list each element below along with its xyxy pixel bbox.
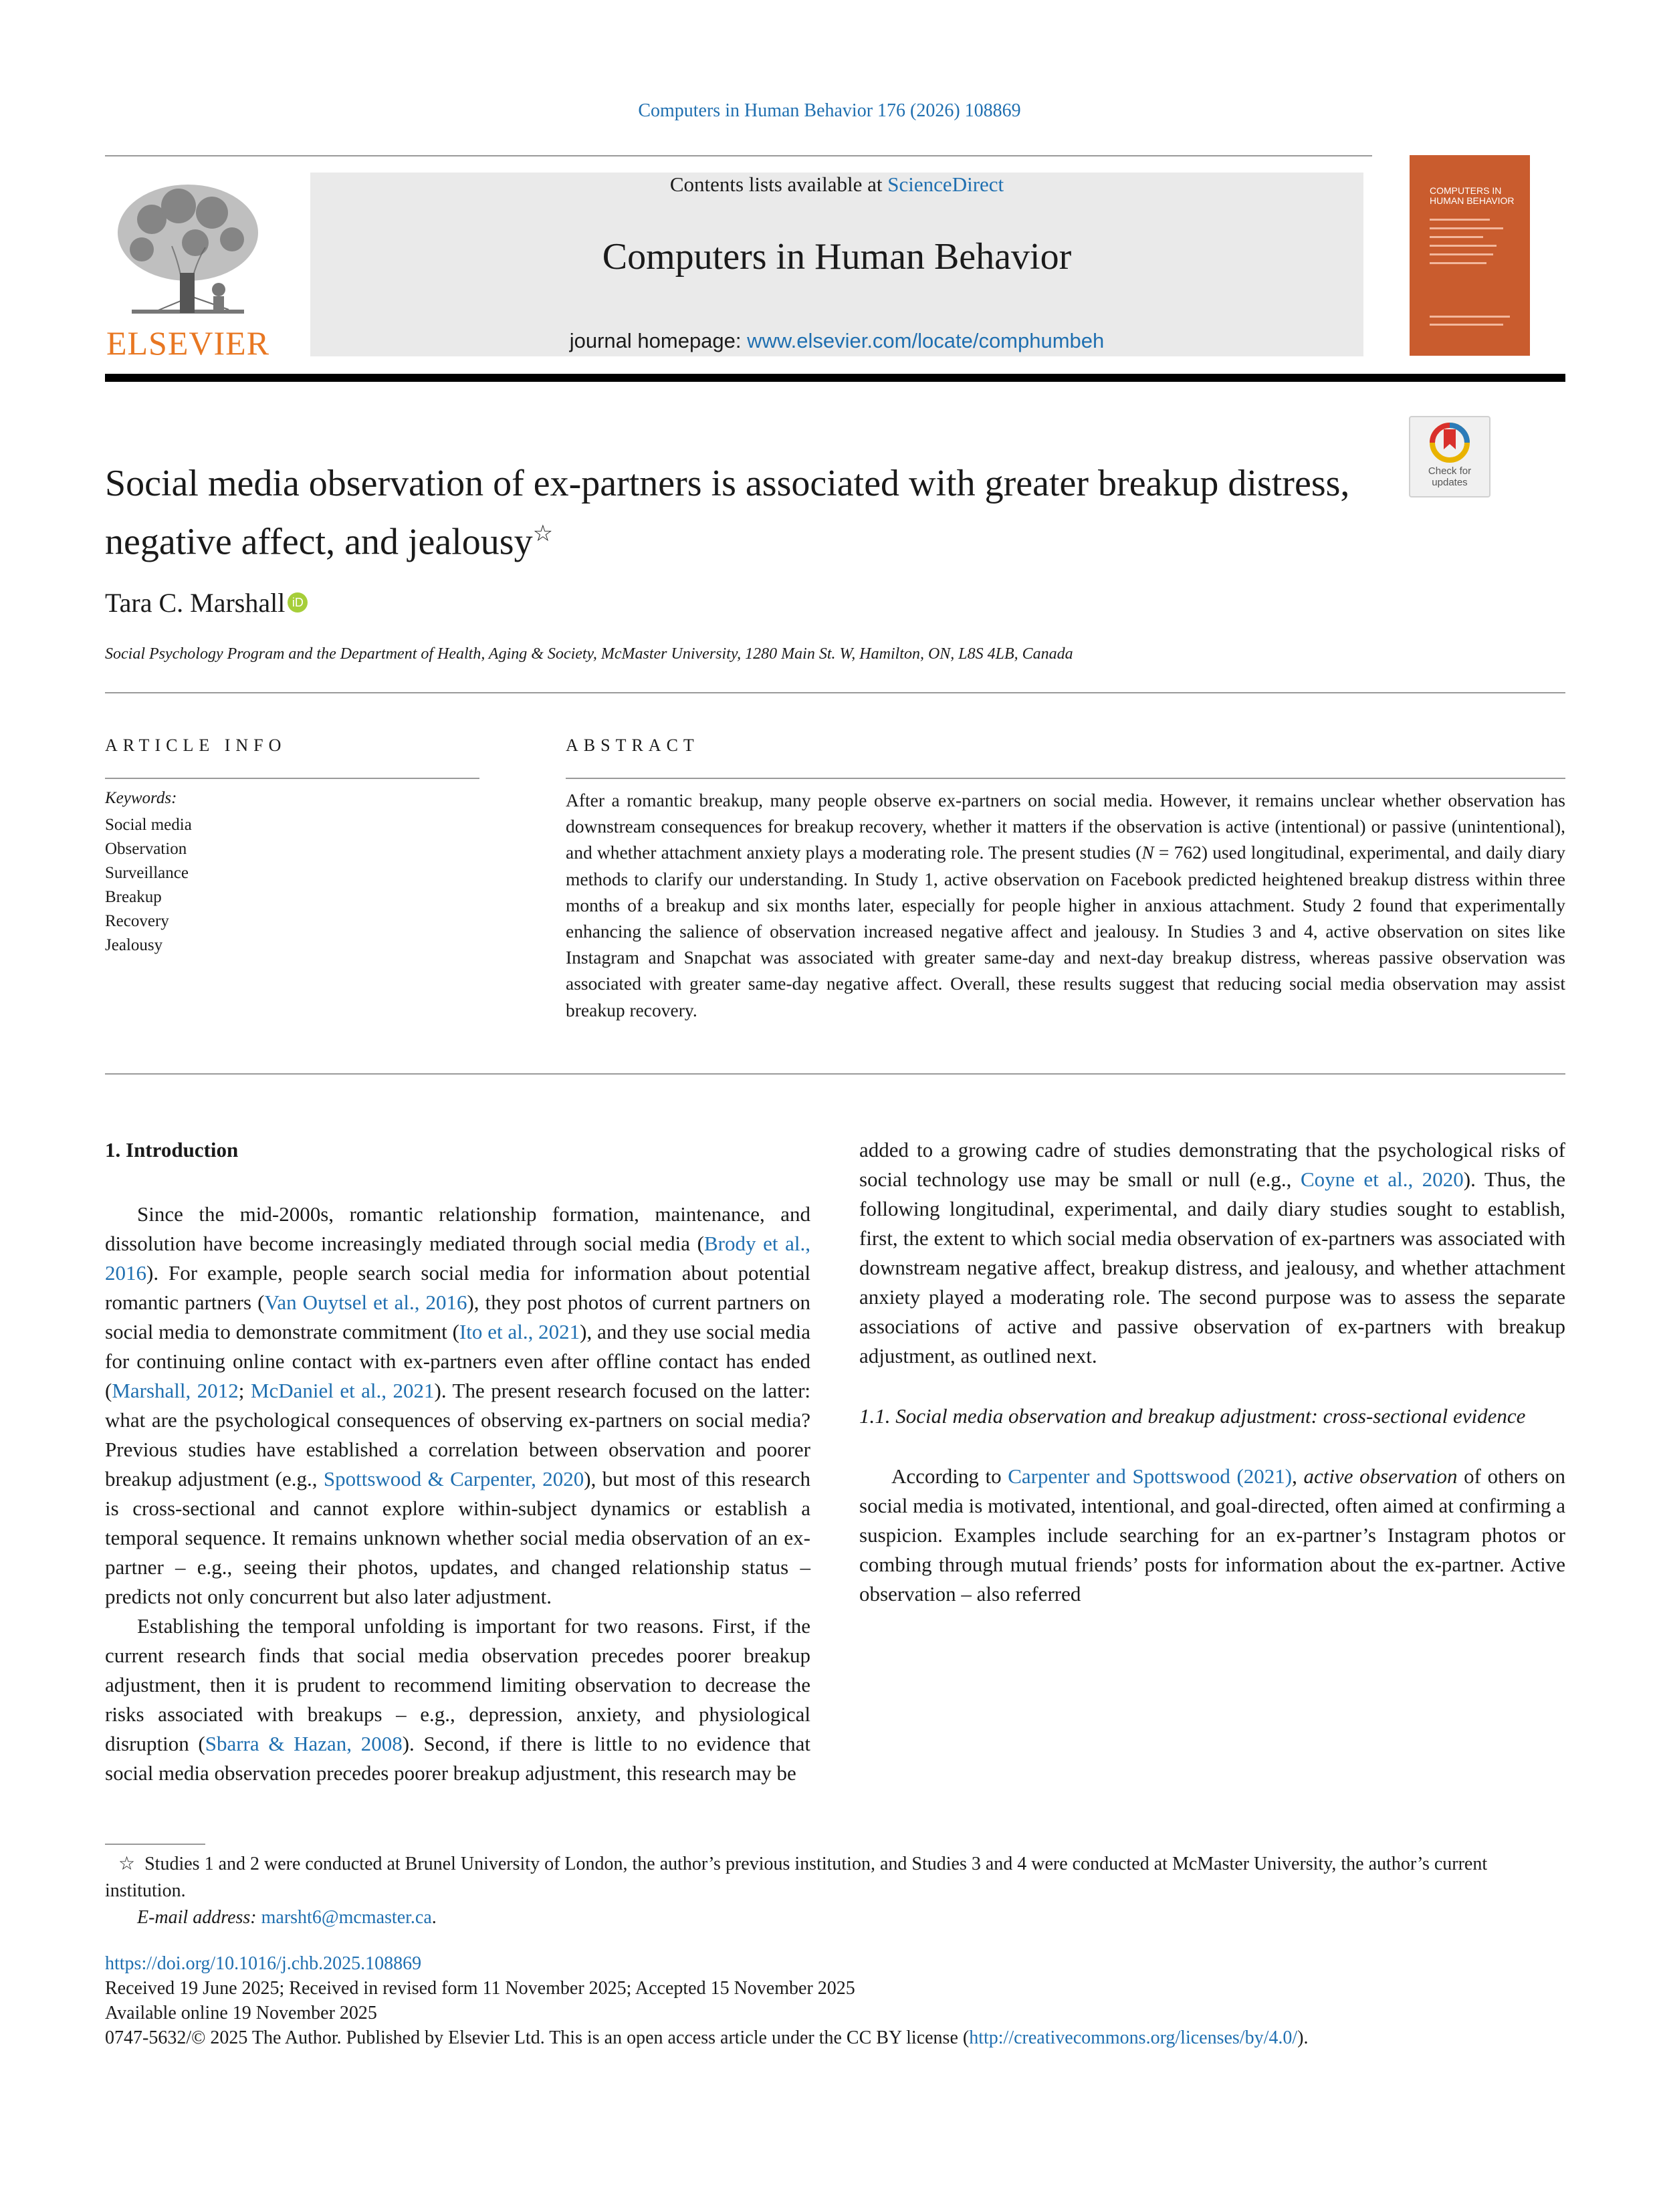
keywords-list bbox=[105, 813, 192, 958]
footnote bbox=[105, 1851, 1565, 1931]
title-footnote-mark[interactable]: ☆ bbox=[532, 522, 554, 546]
keyword-item: Surveillance bbox=[105, 864, 189, 882]
orcid-icon[interactable]: iD bbox=[288, 592, 308, 613]
text-run: ), they post photos of current partners on social media to demonstrate commitment ( bbox=[105, 1291, 810, 1343]
sciencedirect-link[interactable]: ScienceDirect bbox=[887, 173, 1004, 196]
email-link[interactable]: marsht6@mcmaster.ca bbox=[261, 1907, 432, 1928]
footnote-divider bbox=[105, 1844, 205, 1845]
text-run: Establishing the temporal unfolding is important for two reasons. First, if the current research finds that social media observation precedes poorer breakup adjustment, then it is prudent to recommend limiting observation to decrease the risks associated with breakups – e.g., depression, anxiety, and physiological disruption ( bbox=[105, 1614, 810, 1755]
author-affiliation: Social Psychology Program and the Department of Health, Aging & Society, McMaster University, 1280 Main St. W, Hamilton, ON, L8S 4LB, Canada bbox=[105, 645, 1073, 663]
email-end: . bbox=[431, 1907, 437, 1928]
cover-decoration bbox=[1430, 227, 1503, 229]
emphasis-term: active observation bbox=[1303, 1464, 1458, 1488]
affiliation-divider bbox=[105, 692, 1565, 693]
doi-link[interactable]: https://doi.org/10.1016/j.chb.2025.108869 bbox=[105, 1953, 422, 1974]
homepage-prefix: journal homepage: bbox=[569, 329, 748, 352]
homepage-line bbox=[310, 329, 1363, 353]
keywords-label: Keywords: bbox=[105, 789, 177, 807]
body-paragraph bbox=[105, 1612, 810, 1788]
elsevier-wordmark: ELSEVIER bbox=[106, 324, 270, 362]
cover-title: COMPUTERS IN HUMAN BEHAVIOR bbox=[1430, 185, 1515, 206]
license-link[interactable]: http://creativecommons.org/licenses/by/4.0/ bbox=[969, 2027, 1298, 2048]
available-online: Available online 19 November 2025 bbox=[105, 2003, 377, 2023]
text-run: ). For example, people search social media for information about potential romantic partners ( bbox=[105, 1261, 810, 1314]
journal-name: Computers in Human Behavior bbox=[602, 236, 1072, 278]
footnote-text bbox=[105, 1851, 1565, 1904]
abstract-heading: ABSTRACT bbox=[566, 736, 699, 755]
received-dates: Received 19 June 2025; Received in revised form 11 November 2025; Accepted 15 November 2025 bbox=[105, 1978, 855, 1999]
body-paragraph-continued bbox=[859, 1135, 1565, 1371]
check-for-updates-button[interactable] bbox=[1409, 416, 1490, 497]
contents-line bbox=[310, 173, 1363, 197]
cover-decoration bbox=[1430, 219, 1490, 221]
license-text: 0747-5632/© 2025 The Author. Published by Elsevier Ltd. This is an open access article under the CC BY license ( bbox=[105, 2027, 970, 2048]
keyword-item: Breakup bbox=[105, 888, 162, 906]
citation-link[interactable]: Coyne et al., 2020 bbox=[1300, 1168, 1464, 1191]
footnote-body: Studies 1 and 2 were conducted at Brunel University of London, the author’s previous institution, and Studies 3 and 4 were conducted at McMaster University, the author’s current institution. bbox=[105, 1854, 1488, 1901]
citation-link[interactable]: Sbarra & Hazan, 2008 bbox=[205, 1732, 403, 1755]
text-run: ). Second, if there is little to no evidence that social media observation precedes poorer breakup adjustment, this research may be bbox=[105, 1732, 810, 1785]
abstract-divider bbox=[566, 778, 1565, 779]
header-thick-divider bbox=[105, 374, 1565, 382]
article-info-divider bbox=[105, 778, 479, 779]
text-run: ), but most of this research is cross-sectional and cannot explore within-subject dynamics or establish a temporal sequence. It remains unknown whether social media observation of an ex-partner – e.g., seeing their photos, updates, and changed relationship status – predicts not only concurrent but also later adjustment. bbox=[105, 1467, 810, 1608]
citation-link[interactable]: McDaniel et al., 2021 bbox=[250, 1379, 435, 1402]
abstract-bottom-divider bbox=[105, 1073, 1565, 1075]
email-line bbox=[137, 1904, 1565, 1931]
keyword-item: Recovery bbox=[105, 912, 169, 930]
journal-reference-link[interactable]: Computers in Human Behavior 176 (2026) 108869 bbox=[638, 100, 1021, 121]
cover-decoration bbox=[1430, 262, 1486, 264]
license-line bbox=[105, 2025, 1576, 2050]
citation-link[interactable]: Ito et al., 2021 bbox=[459, 1320, 580, 1343]
body-paragraph bbox=[105, 1200, 810, 1612]
citation-link[interactable]: Marshall, 2012 bbox=[112, 1379, 239, 1402]
author-name-text: Tara C. Marshall bbox=[105, 588, 286, 618]
cover-decoration bbox=[1430, 324, 1503, 326]
text-run: added to a growing cadre of studies demonstrating that the psychological risks of social technology use may be small or null (e.g., bbox=[859, 1138, 1565, 1191]
text-run: ), and they use social media for continuing online contact with ex-partners even after offline contact has ended ( bbox=[105, 1320, 810, 1402]
article-info-heading: ARTICLE INFO bbox=[105, 736, 287, 755]
check-updates-label: Check for updates bbox=[1428, 465, 1472, 488]
citation-link[interactable]: Brody et al., 2016 bbox=[105, 1232, 810, 1285]
citation-link[interactable]: Spottswood & Carpenter, 2020 bbox=[323, 1467, 584, 1490]
text-run: of others on social media is motivated, intentional, and goal-directed, often aimed at confirming a suspicion. Examples include searching for an ex-partner’s Instagram photos or combing through mutual friends’ posts for information about the ex-partner. Active observation – also referred bbox=[859, 1464, 1565, 1606]
citation-link[interactable]: Van Ouytsel et al., 2016 bbox=[264, 1291, 467, 1314]
cover-decoration bbox=[1430, 245, 1497, 247]
text-run: According to bbox=[891, 1464, 1008, 1488]
section-heading-introduction: 1. Introduction bbox=[105, 1138, 239, 1162]
top-divider bbox=[105, 155, 1372, 156]
front-matter bbox=[105, 1951, 1576, 2050]
text-run: ). Thus, the following longitudinal, experimental, and daily diary studies sought to establish, first, the extent to which social media observation of ex-partners was associated with downstream negative affect, breakup distress, and jealousy, and whether attachment anxiety played a moderating role. The second purpose was to assess the separate associations of active and passive observation of ex-partners with breakup adjustment, as outlined next. bbox=[859, 1168, 1565, 1367]
journal-cover-thumbnail[interactable] bbox=[1410, 155, 1530, 356]
body-column-right bbox=[859, 1135, 1565, 1609]
body-column-left bbox=[105, 1135, 810, 1788]
keyword-item: Social media bbox=[105, 816, 192, 834]
citation-link[interactable]: Carpenter and Spottswood (2021) bbox=[1008, 1464, 1293, 1488]
footnote-mark: ☆ bbox=[118, 1854, 136, 1874]
subsection-heading: 1.1. Social media observation and breakup adjustment: cross-sectional evidence bbox=[859, 1404, 1526, 1428]
text-run: ). The present research focused on the latter: what are the psychological consequences of observing ex-partners on social media? Previous studies have established a correlation between observation and poorer breakup adjustment (e.g., bbox=[105, 1379, 811, 1490]
keyword-item: Jealousy bbox=[105, 936, 163, 954]
check-updates-icon bbox=[1410, 417, 1489, 465]
cover-decoration bbox=[1430, 316, 1510, 318]
author-name bbox=[105, 587, 308, 619]
abstract-part: = 762) used longitudinal, experimental, and daily diary methods to clarify our understanding. In Study 1, active observation on Facebook predicted heightened breakup distress within three months of a breakup and six months later, especially for people higher in anxious attachment. Study 2 found that experimentally enhancing the salience of observation increased negative affect and jealousy. In Studies 3 and 4, active observation on sites like Instagram and Snapchat was associated with greater same-day and next-day breakup distress, whereas passive observation was associated with greater same-day negative affect. Overall, these results suggest that reducing social media observation may assist breakup recovery. bbox=[566, 842, 1565, 1020]
text-run: , bbox=[1292, 1464, 1304, 1488]
abstract-text bbox=[566, 787, 1565, 1023]
license-end: ). bbox=[1297, 2027, 1309, 2048]
article-title bbox=[105, 458, 1396, 568]
body-paragraph bbox=[859, 1462, 1565, 1609]
cover-decoration bbox=[1430, 236, 1483, 238]
email-label: E-mail address: bbox=[137, 1907, 261, 1928]
abstract-part: After a romantic breakup, many people observe ex-partners on social media. However, it remains unclear whether observation has downstream consequences for breakup recovery, whether it matters if the observation is active (intentional) or passive (unintentional), and whether attachment anxiety plays a moderating role. The present studies ( bbox=[566, 790, 1565, 863]
text-run: Since the mid-2000s, romantic relationship formation, maintenance, and dissolution have become increasingly mediated through social media ( bbox=[105, 1202, 810, 1255]
contents-prefix: Contents lists available at bbox=[669, 173, 888, 196]
n-symbol: N bbox=[1141, 842, 1154, 863]
text-run: ; bbox=[238, 1379, 251, 1402]
cover-decoration bbox=[1430, 253, 1493, 255]
keyword-item: Observation bbox=[105, 840, 187, 858]
journal-homepage-link[interactable]: www.elsevier.com/locate/comphumbeh bbox=[747, 329, 1105, 352]
article-title-text: Social media observation of ex-partners is associated with greater breakup distress, negative affect, and jealousy bbox=[105, 463, 1350, 563]
